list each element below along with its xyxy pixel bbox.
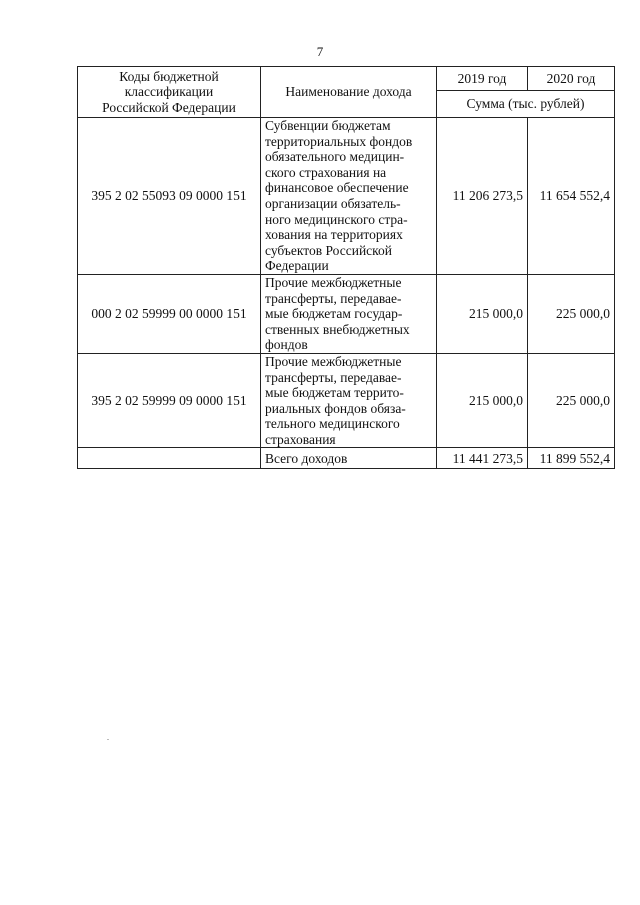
revenue-name-line: страхования: [265, 431, 336, 447]
revenue-name: [261, 274, 437, 353]
revenue-name-line: риальных фондов обяза-: [265, 400, 406, 416]
budget-code: 395 2 02 55093 09 0000 151: [78, 118, 261, 275]
revenue-name-line: ственных внебюджетных: [265, 321, 410, 337]
table-row: [78, 274, 615, 353]
budget-revenue-table: [77, 66, 615, 469]
revenue-name-line: организации обязатель-: [265, 195, 401, 211]
value-2019: 11 206 273,5: [437, 118, 528, 275]
value-2019: 215 000,0: [437, 353, 528, 448]
header-revenue-name: Наименование дохода: [261, 67, 437, 118]
total-label: Всего доходов: [261, 448, 437, 469]
header-budget-codes: [78, 67, 261, 118]
table-row: [78, 353, 615, 448]
value-2020: 225 000,0: [528, 353, 615, 448]
revenue-name: [261, 118, 437, 275]
revenue-name-line: мые бюджетам террито-: [265, 385, 404, 401]
revenue-name-line: финансовое обеспечение: [265, 180, 409, 196]
revenue-name-line: Субвенции бюджетам: [265, 118, 391, 133]
revenue-name-line: трансферты, передавае-: [265, 369, 402, 385]
total-value-2020: 11 899 552,4: [528, 448, 615, 469]
revenue-name-line: ного медицинского стра-: [265, 211, 408, 227]
table-total-row: [78, 448, 615, 469]
revenue-name-line: обязательного медицин-: [265, 149, 405, 165]
value-2020: 225 000,0: [528, 274, 615, 353]
total-code-empty: [78, 448, 261, 469]
value-2019: 215 000,0: [437, 274, 528, 353]
revenue-name: [261, 353, 437, 448]
header-year-2020: 2020 год: [528, 67, 615, 91]
revenue-name-line: территориальных фондов: [265, 133, 413, 149]
value-2020: 11 654 552,4: [528, 118, 615, 275]
revenue-name-line: хования на территориях: [265, 227, 403, 243]
revenue-name-line: Прочие межбюджетные: [265, 353, 402, 369]
table-header-row: [78, 67, 615, 91]
table-row: [78, 118, 615, 275]
revenue-name-line: ского страхования на: [265, 164, 387, 180]
revenue-name-line: субъектов Российской: [265, 242, 393, 258]
scan-speck: [107, 739, 109, 740]
revenue-name-line: Прочие межбюджетные: [265, 274, 402, 290]
header-code-line: Российской Федерации: [102, 99, 236, 115]
revenue-name-line: трансферты, передавае-: [265, 290, 402, 306]
header-code-line: классификации: [124, 84, 214, 100]
revenue-name-line: фондов: [265, 337, 308, 353]
total-value-2019: 11 441 273,5: [437, 448, 528, 469]
budget-code: 000 2 02 59999 00 0000 151: [78, 274, 261, 353]
revenue-name-line: Федерации: [265, 258, 329, 274]
header-sum-unit: Сумма (тыс. рублей): [437, 91, 615, 118]
page-number: 7: [316, 44, 324, 59]
budget-code: 395 2 02 59999 09 0000 151: [78, 353, 261, 448]
revenue-name-line: тельного медицинского: [265, 416, 400, 432]
header-code-line: Коды бюджетной: [119, 68, 219, 84]
header-year-2019: 2019 год: [437, 67, 528, 91]
revenue-name-line: мые бюджетам государ-: [265, 306, 403, 322]
